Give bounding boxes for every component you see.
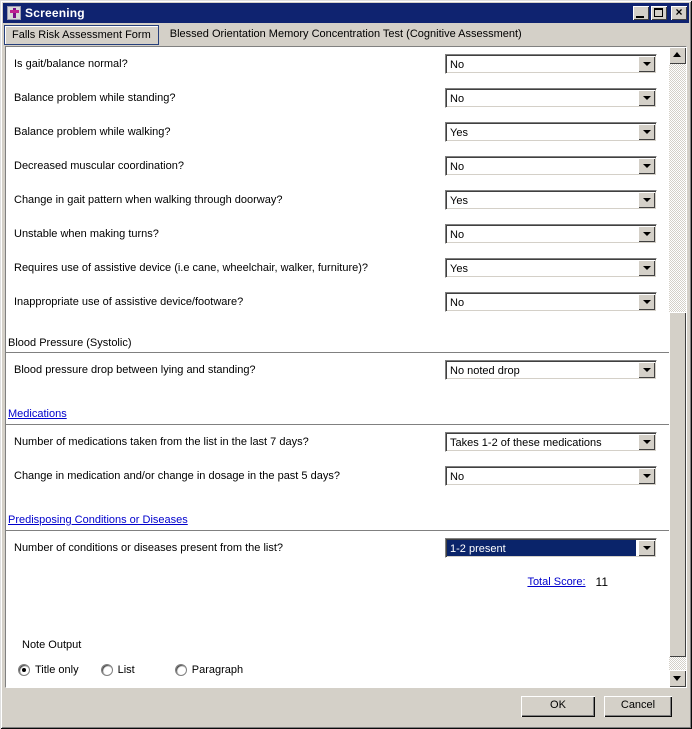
dropdown-value: No: [450, 93, 465, 105]
section-link-medications[interactable]: Medications: [8, 408, 67, 420]
scroll-down-button[interactable]: [669, 670, 686, 687]
form-row-is-gait-balance-normal: [6, 47, 669, 81]
dropdown-value: Yes: [450, 127, 468, 139]
chevron-down-icon: [643, 96, 651, 100]
section-header-label: Blood Pressure (Systolic): [8, 337, 132, 349]
title-bar[interactable]: [3, 3, 689, 23]
form-row-unstable-when-making-turns: [6, 217, 669, 251]
question-label: Balance problem while standing?: [14, 92, 176, 104]
window-controls: [631, 6, 687, 20]
chevron-down-icon: [643, 440, 651, 444]
scroll-up-button[interactable]: [669, 47, 686, 64]
form-row-change-in-gait-pattern-when-walking-thro: [6, 183, 669, 217]
minimize-icon: [636, 16, 644, 18]
dropdown-value: No: [450, 471, 465, 483]
minimize-button[interactable]: [633, 6, 649, 20]
dropdown-change-in-medication-and-or-change-in-do[interactable]: [445, 466, 657, 486]
dropdown-button[interactable]: [638, 90, 655, 106]
form-row-number-of-conditions-or-diseases-present: [6, 531, 669, 565]
dropdown-value: Yes: [450, 195, 468, 207]
note-output-options: [6, 661, 669, 679]
dropdown-value: Yes: [450, 263, 468, 275]
total-score-link[interactable]: Total Score:: [527, 576, 586, 588]
triangle-down-icon: [673, 676, 681, 681]
radio-label-title-only: Title only: [35, 664, 79, 676]
chevron-down-icon: [643, 368, 651, 372]
section-link-predisposing-conditions-or-diseases[interactable]: Predisposing Conditions or Diseases: [8, 514, 188, 526]
chevron-down-icon: [643, 266, 651, 270]
form-row-blood-pressure-drop-between-lying-and-st: [6, 353, 669, 387]
dropdown-is-gait-balance-normal[interactable]: [445, 54, 657, 74]
dropdown-button[interactable]: [638, 226, 655, 242]
dropdown-value: 1-2 present: [447, 540, 636, 556]
tab-blessed-orientation-test[interactable]: Blessed Orientation Memory Concentration Test (Cognitive Assessment): [169, 28, 522, 40]
dropdown-button[interactable]: [638, 294, 655, 310]
close-button[interactable]: [671, 6, 687, 20]
triangle-up-icon: [673, 52, 681, 57]
dropdown-value: No noted drop: [450, 365, 520, 377]
vertical-scrollbar[interactable]: [669, 47, 686, 687]
radio-label-paragraph: Paragraph: [191, 664, 244, 676]
total-score-row: [6, 565, 669, 599]
tab-falls-risk-assessment[interactable]: Falls Risk Assessment Form: [4, 25, 159, 45]
chevron-down-icon: [643, 474, 651, 478]
dropdown-button[interactable]: [638, 434, 655, 450]
radio-group-title-only: [18, 664, 79, 676]
question-label: Change in gait pattern when walking through doorway?: [14, 194, 283, 206]
dropdown-blood-pressure-drop-between-lying-and-st[interactable]: [445, 360, 657, 380]
total-score-value: 11: [595, 575, 608, 589]
close-icon: ×: [675, 5, 683, 19]
dropdown-button[interactable]: [638, 362, 655, 378]
question-label: Change in medication and/or change in dosage in the past 5 days?: [14, 470, 340, 482]
dropdown-button[interactable]: [638, 56, 655, 72]
form-row-number-of-medications-taken-from-the-lis: [6, 425, 669, 459]
dropdown-button[interactable]: [638, 192, 655, 208]
radio-label-list: List: [117, 664, 135, 676]
form-row-decreased-muscular-coordination: [6, 149, 669, 183]
dropdown-value: No: [450, 59, 465, 71]
dropdown-value: No: [450, 161, 465, 173]
medical-cross-icon: [7, 6, 21, 20]
section-header-blood-pressure-systolic: [6, 319, 669, 353]
dropdown-value: No: [450, 229, 465, 241]
chevron-down-icon: [643, 300, 651, 304]
question-label: Blood pressure drop between lying and standing?: [14, 364, 256, 376]
chevron-down-icon: [643, 546, 651, 550]
dropdown-number-of-conditions-or-diseases-present[interactable]: [445, 538, 657, 558]
dropdown-button[interactable]: [638, 468, 655, 484]
form-panel: [5, 46, 687, 688]
question-label: Is gait/balance normal?: [14, 58, 128, 70]
form-row-inappropriate-use-of-assistive-device-fo: [6, 285, 669, 319]
form-row-balance-problem-while-standing: [6, 81, 669, 115]
question-label: Balance problem while walking?: [14, 126, 171, 138]
radio-group-list: [101, 664, 135, 676]
dropdown-decreased-muscular-coordination[interactable]: [445, 156, 657, 176]
dropdown-button[interactable]: [638, 260, 655, 276]
question-label: Number of medications taken from the list in the last 7 days?: [14, 436, 309, 448]
dropdown-button[interactable]: [638, 158, 655, 174]
window-title: Screening: [25, 6, 85, 20]
dropdown-change-in-gait-pattern-when-walking-thro[interactable]: [445, 190, 657, 210]
tab-bar: [3, 24, 689, 46]
dropdown-balance-problem-while-walking[interactable]: [445, 122, 657, 142]
ok-button[interactable]: OK: [521, 696, 595, 717]
question-label: Number of conditions or diseases present from the list?: [14, 542, 284, 554]
chevron-down-icon: [643, 130, 651, 134]
dialog-footer: [3, 688, 689, 726]
question-label: Inappropriate use of assistive device/footware?: [14, 296, 244, 308]
maximize-icon: [654, 8, 663, 17]
cancel-button[interactable]: Cancel: [604, 696, 672, 717]
form-rows: [6, 47, 669, 687]
dropdown-value: No: [450, 297, 465, 309]
dropdown-unstable-when-making-turns[interactable]: [445, 224, 657, 244]
radio-list[interactable]: [101, 664, 113, 676]
radio-title-only[interactable]: [18, 664, 30, 676]
dropdown-button[interactable]: [638, 124, 655, 140]
chevron-down-icon: [643, 62, 651, 66]
maximize-button[interactable]: [651, 6, 667, 20]
chevron-down-icon: [643, 198, 651, 202]
dropdown-requires-use-of-assistive-device-i-e-can[interactable]: [445, 258, 657, 278]
dropdown-balance-problem-while-standing[interactable]: [445, 88, 657, 108]
question-label: Decreased muscular coordination?: [14, 160, 184, 172]
dropdown-value: Takes 1-2 of these medications: [450, 437, 602, 449]
radio-paragraph[interactable]: [175, 664, 187, 676]
note-output-label: Note Output: [22, 639, 82, 651]
section-link-row-predisposing-conditions-or-diseases: [6, 493, 669, 531]
question-label: Requires use of assistive device (i.e cane, wheelchair, walker, furniture)?: [14, 262, 369, 274]
chevron-down-icon: [643, 232, 651, 236]
form-row-balance-problem-while-walking: [6, 115, 669, 149]
form-row-change-in-medication-and-or-change-in-do: [6, 459, 669, 493]
dropdown-button[interactable]: [638, 540, 655, 556]
dropdown-number-of-medications-taken-from-the-lis[interactable]: [445, 432, 657, 452]
chevron-down-icon: [643, 164, 651, 168]
question-label: Unstable when making turns?: [14, 228, 159, 240]
radio-group-paragraph: [175, 664, 243, 676]
form-row-requires-use-of-assistive-device-i-e-can: [6, 251, 669, 285]
scrollbar-thumb[interactable]: [669, 312, 686, 657]
section-link-row-medications: [6, 387, 669, 425]
dropdown-inappropriate-use-of-assistive-device-fo[interactable]: [445, 292, 657, 312]
